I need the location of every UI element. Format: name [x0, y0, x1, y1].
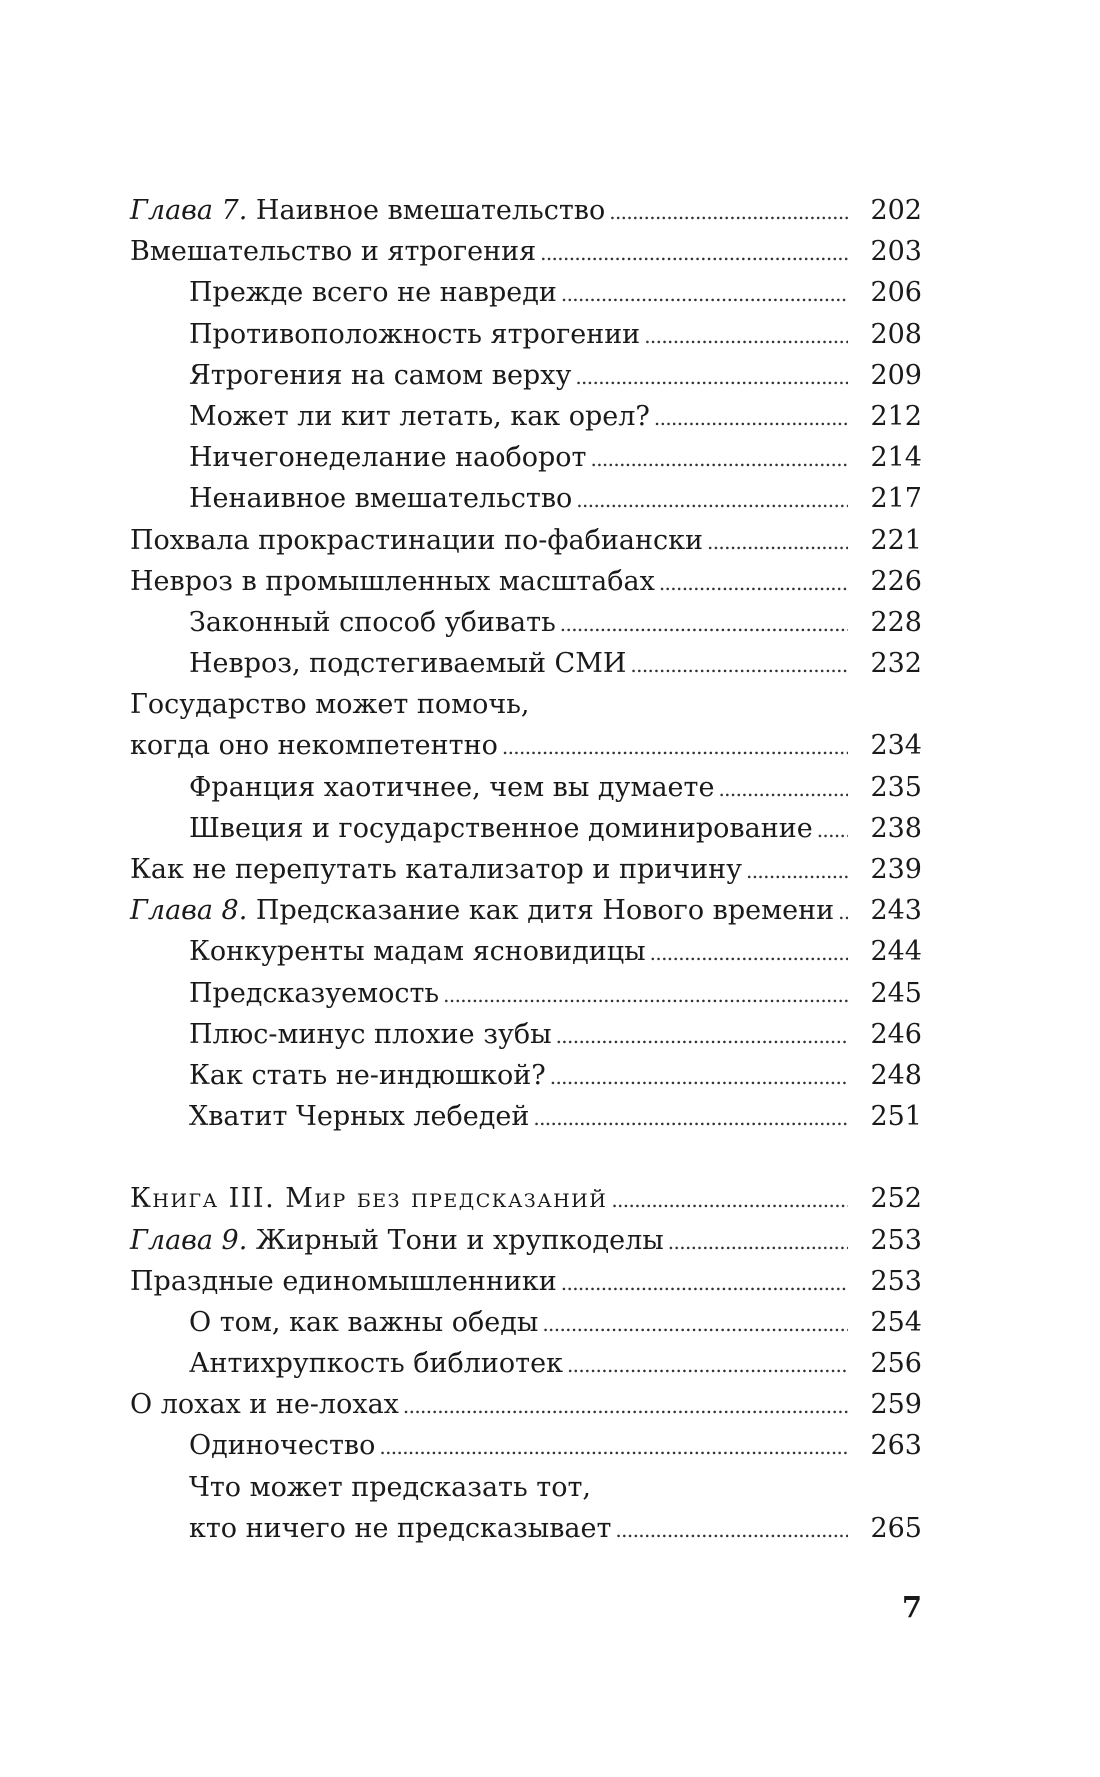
toc-page-number: 252	[870, 1183, 922, 1215]
toc-entry-subsection	[130, 1425, 922, 1466]
toc-entry-section	[130, 231, 922, 272]
toc-entry-title: Франция хаотичнее, чем вы думаете	[189, 771, 715, 803]
chapter-label: Глава 8.	[130, 895, 248, 927]
toc-entry-section-continued	[130, 725, 922, 766]
toc-page-number: 244	[870, 936, 922, 968]
toc-entry-subsection	[130, 314, 922, 355]
toc-entry-title: Как стать не-индюшкой?	[189, 1059, 546, 1091]
toc-entry-title: Что может предсказать тот,	[189, 1471, 591, 1503]
toc-entry-title: Предсказание как дитя Нового времени	[255, 895, 835, 927]
toc-entry-title: Может ли кит летать, как орел?	[189, 400, 650, 432]
toc-entry-subsection	[130, 396, 922, 437]
toc-page-number: 212	[870, 400, 922, 432]
toc-page-number: 253	[870, 1224, 922, 1256]
dot-leader	[379, 1425, 848, 1468]
toc-entry-title: Плюс-минус плохие зубы	[189, 1018, 552, 1050]
toc-page-number: 202	[870, 195, 922, 226]
dot-leader	[560, 602, 848, 645]
dot-leader	[576, 478, 848, 521]
toc-entry-title: О лохах и не-лохах	[130, 1389, 399, 1421]
toc-entry-title: Невроз в промышленных масштабах	[130, 565, 655, 597]
toc-page-number: 238	[870, 812, 922, 844]
toc-entry-subsection	[130, 602, 922, 643]
dot-leader	[591, 437, 849, 480]
dot-leader	[533, 1096, 848, 1139]
toc-entry-text	[130, 1220, 664, 1261]
chapter-label: Глава 9.	[130, 1224, 248, 1256]
toc-entry-subsection	[130, 1096, 922, 1137]
toc-entry-title: Противоположность ятрогении	[189, 318, 641, 350]
toc-entry-subsection	[130, 478, 922, 519]
table-of-contents	[130, 190, 922, 1549]
dot-leader	[540, 231, 848, 274]
toc-page-number: 221	[870, 524, 922, 556]
toc-page-number: 239	[870, 854, 922, 885]
toc-page-number: 214	[870, 442, 922, 474]
toc-entry-subsection	[130, 808, 922, 849]
toc-page-number: 259	[870, 1389, 922, 1421]
toc-page-number: 235	[870, 771, 922, 803]
toc-entry-section	[130, 520, 922, 561]
chapter-label: Глава 7.	[130, 195, 248, 226]
toc-entry-title: Законный способ убивать	[189, 606, 556, 638]
toc-page-number: 209	[870, 359, 922, 391]
dot-leader	[718, 767, 848, 810]
toc-entry-text	[130, 190, 605, 231]
toc-entry-chapter-9	[130, 1220, 922, 1261]
toc-page-number: 265	[870, 1512, 922, 1544]
toc-entry-title: Швеция и государственное доминирование	[189, 812, 813, 844]
toc-entry-chapter-8	[130, 890, 922, 931]
toc-entry-title: Праздные единомышленники	[130, 1265, 557, 1297]
dot-leader	[650, 931, 848, 974]
toc-entry-title: Жирный Тони и хрупкоделы	[255, 1224, 664, 1256]
toc-page-number: 203	[870, 236, 922, 268]
toc-entry-subsection	[130, 1055, 922, 1096]
toc-entry-subsection	[130, 973, 922, 1014]
toc-page-number: 245	[870, 977, 922, 1009]
page-number: 7	[901, 1590, 922, 1624]
toc-entry-subsection-continued	[130, 1508, 922, 1549]
toc-entry-title: О том, как важны обеды	[189, 1306, 539, 1338]
toc-entry-title: Прежде всего не навреди	[189, 277, 557, 309]
toc-page-number: 206	[870, 277, 922, 309]
dot-leader	[654, 396, 848, 439]
toc-entry-subsection	[130, 643, 922, 684]
dot-leader	[609, 190, 848, 233]
toc-entry-section	[130, 684, 922, 725]
dot-leader	[668, 1220, 848, 1263]
toc-entry-subsection	[130, 1014, 922, 1055]
toc-page-number: 254	[870, 1306, 922, 1338]
toc-page-number: 228	[870, 606, 922, 638]
dot-leader	[403, 1384, 848, 1427]
dot-leader	[659, 561, 848, 604]
toc-page-number: 234	[870, 730, 922, 762]
toc-entry-title: когда оно некомпетентно	[130, 730, 498, 762]
toc-page-number: 253	[870, 1265, 922, 1297]
dot-leader	[567, 1343, 848, 1386]
dot-leader	[611, 1178, 848, 1221]
toc-entry-title: Конкуренты мадам ясновидицы	[189, 936, 646, 968]
toc-page-number: 226	[870, 565, 922, 597]
toc-entry-section	[130, 849, 922, 890]
dot-leader	[817, 808, 848, 851]
toc-page-number: 208	[870, 318, 922, 350]
toc-entry-title: Антихрупкость библиотек	[189, 1348, 563, 1380]
toc-page-number: 232	[870, 648, 922, 680]
toc-entry-section	[130, 561, 922, 602]
toc-page-number: 256	[870, 1348, 922, 1380]
toc-entry-title: Наивное вмешательство	[255, 195, 606, 226]
toc-page-number: 217	[870, 483, 922, 515]
dot-leader	[561, 272, 848, 315]
toc-page-number: 263	[870, 1430, 922, 1462]
toc-entry-title: Предсказуемость	[189, 977, 440, 1009]
dot-leader	[615, 1508, 848, 1551]
toc-entry-subsection	[130, 1302, 922, 1343]
dot-leader	[556, 1014, 848, 1057]
dot-leader	[746, 849, 848, 892]
dot-leader	[838, 890, 848, 933]
toc-entry-title: Вмешательство и ятрогения	[130, 236, 537, 268]
dot-leader	[644, 314, 848, 357]
toc-page-number: 243	[870, 895, 922, 927]
dot-leader	[707, 520, 848, 563]
toc-entry-title: Похвала прокрастинации по-фабиански	[130, 524, 703, 556]
toc-entry-title: Хватит Черных лебедей	[189, 1101, 530, 1133]
toc-entry-title: Книга III. Мир без предсказаний	[130, 1183, 608, 1215]
dot-leader	[443, 973, 848, 1016]
dot-leader	[575, 355, 848, 398]
dot-leader	[502, 725, 848, 768]
toc-entry-title: Ненаивное вмешательство	[189, 483, 573, 515]
toc-page-number: 251	[870, 1101, 922, 1133]
toc-entry-subsection	[130, 1343, 922, 1384]
toc-entry-title: Ятрогения на самом верху	[189, 359, 572, 391]
dot-leader	[630, 643, 848, 686]
toc-entry-subsection	[130, 931, 922, 972]
toc-entry-chapter-7	[130, 190, 922, 231]
toc-entry-title: Как не перепутать катализатор и причину	[130, 854, 742, 885]
toc-entry-text	[130, 890, 834, 931]
toc-entry-title: Одиночество	[189, 1430, 376, 1462]
toc-page-number: 248	[870, 1059, 922, 1091]
dot-leader	[550, 1055, 848, 1098]
toc-entry-title: кто ничего не предсказывает	[189, 1512, 612, 1544]
toc-entry-title: Ничегонеделание наоборот	[189, 442, 587, 474]
dot-leader	[542, 1302, 848, 1345]
toc-entry-title: Невроз, подстегиваемый СМИ	[189, 648, 627, 680]
toc-entry-subsection	[130, 767, 922, 808]
toc-entry-section	[130, 1384, 922, 1425]
toc-entry-subsection	[130, 1467, 922, 1508]
dot-leader	[561, 1261, 848, 1304]
toc-entry-subsection	[130, 272, 922, 313]
toc-entry-title: Государство может помочь,	[130, 689, 530, 721]
toc-entry-subsection	[130, 437, 922, 478]
toc-page-number: 246	[870, 1018, 922, 1050]
toc-entry-book-3	[130, 1178, 922, 1219]
toc-entry-section	[130, 1261, 922, 1302]
toc-entry-subsection	[130, 355, 922, 396]
